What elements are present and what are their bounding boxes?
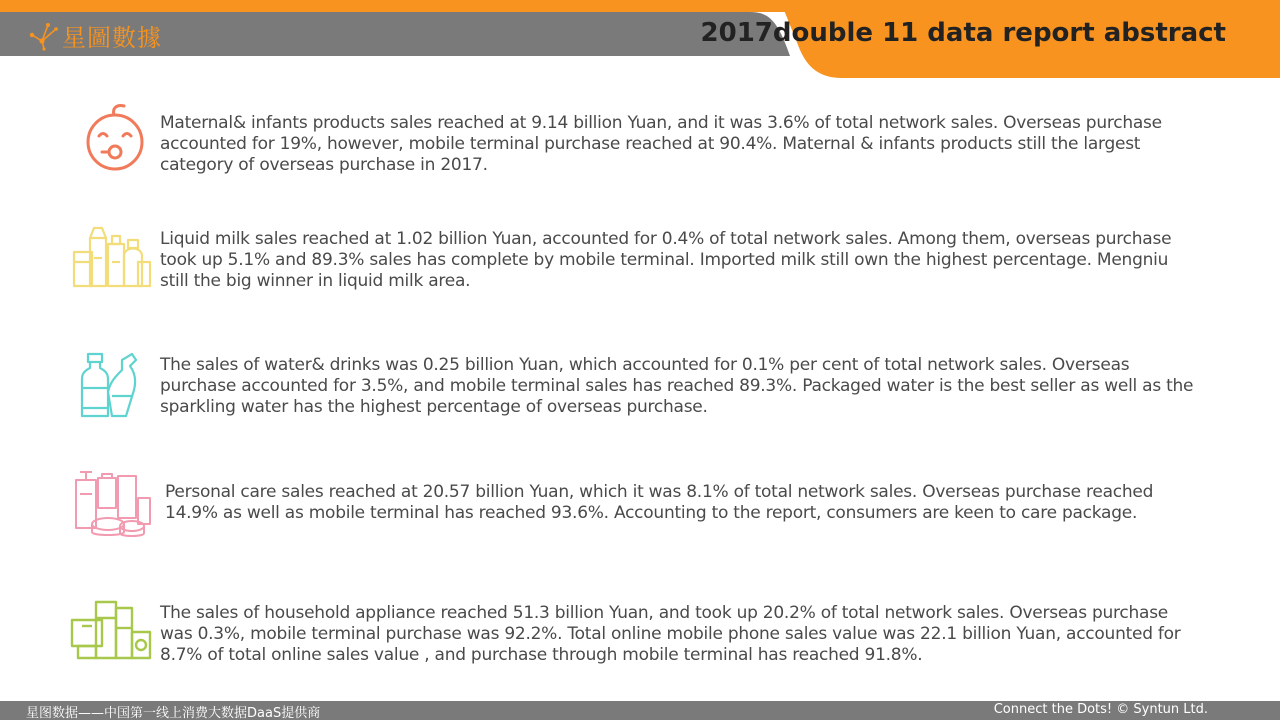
- brand-logo: [28, 17, 162, 53]
- logo-text: 星圖數據: [62, 23, 162, 52]
- footer-company-text: 星图数据——中国第一线上消费大数据DaaS提供商: [26, 706, 321, 721]
- page-title: 2017double 11 data report abstract: [700, 18, 1226, 48]
- footer-bar: [0, 701, 1280, 720]
- baby-face-icon: [84, 102, 146, 174]
- item-description: Maternal& infants products sales reached at 9.14 billion Yuan, and it was 3.6% of total network sales. Overseas purchase accounted for 19%, however, mobile terminal purchase reached at 90.4%. Maternal & infants products still the largest category of overseas purchase in 2017.: [160, 113, 1162, 175]
- water-bottles-icon: [78, 352, 142, 418]
- constellation-icon: [28, 19, 60, 51]
- footer-copyright-text: Connect the Dots! © Syntun Ltd.: [993, 702, 1208, 717]
- household-appliances-icon: [70, 598, 152, 662]
- milk-cartons-icon: [72, 222, 152, 288]
- item-description: The sales of water& drinks was 0.25 billion Yuan, which accounted for 0.1% per cent of total network sales. Overseas purchase accounted for 3.5%, and mobile terminal sales has reached 89.3%. Packaged water is the best seller as well as the sparkling water has the highest percentage of overseas purchase.: [160, 355, 1194, 417]
- item-description: The sales of household appliance reached 51.3 billion Yuan, and took up 20.2% of total network sales. Overseas purchase was 0.3%, mobile terminal purchase was 92.2%. Total online mobile phone sales value was 22.1 billion Yuan, accounted for 8.7% of total online sales value , and purchase through mobile terminal has reached 91.8%.: [160, 603, 1181, 665]
- item-description: Liquid milk sales reached at 1.02 billion Yuan, accounted for 0.4% of total network sales. Among them, overseas purchase took up 5.1% and 89.3% sales has complete by mobile terminal. Imported milk still own the highest percentage. Mengniu still the big winner in liquid milk area.: [160, 229, 1172, 291]
- item-description: Personal care sales reached at 20.57 billion Yuan, which it was 8.1% of total network sales. Overseas purchase reached 14.9% as well as mobile terminal has reached 93.6%. Accounting to the report, consumers are keen to care package.: [165, 482, 1154, 523]
- personal-care-products-icon: [70, 470, 152, 540]
